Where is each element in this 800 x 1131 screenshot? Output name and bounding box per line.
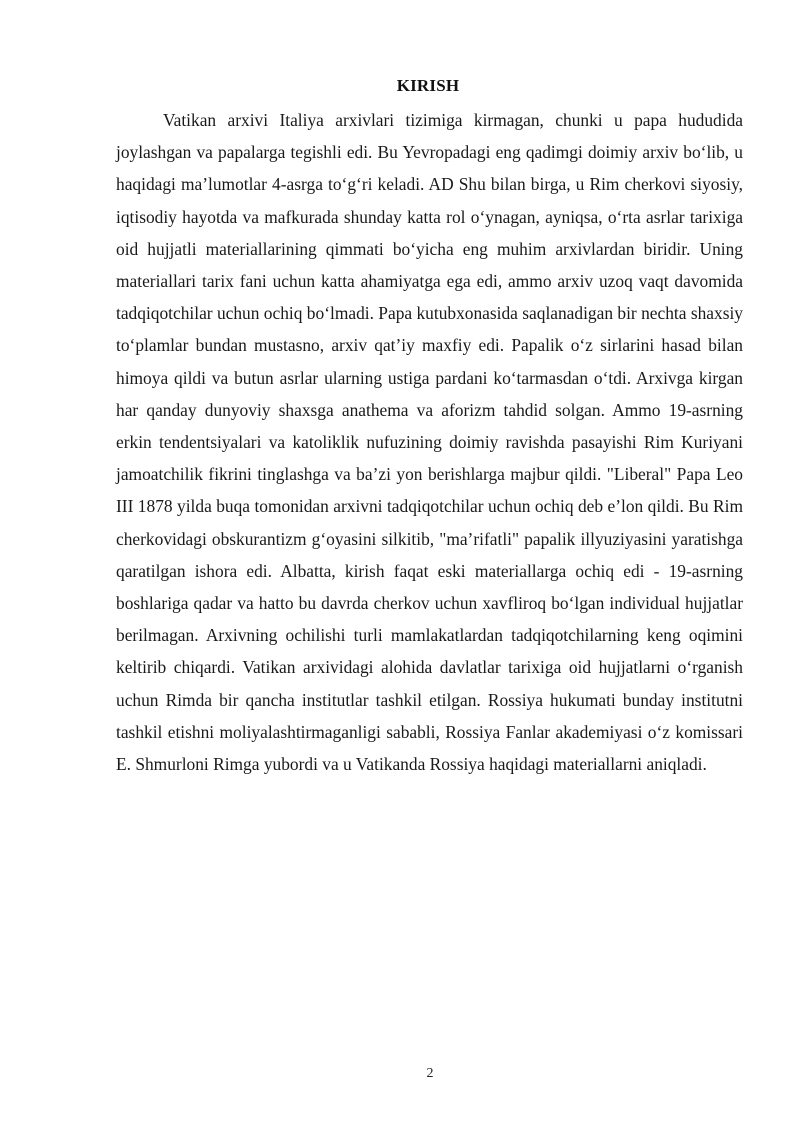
- page-number: 2: [426, 1066, 434, 1081]
- body-paragraph: Vatikan arxivi Italiya arxivlari tizimiga kirmagan, chunki u papa hududida joylashgan va papalarga tegishli edi. Bu Yevropadagi eng qadimgi doimiy arxiv bo‘lib, u haqidagi ma’lumotlar 4-asrga to‘g‘ri keladi. AD Shu bilan birga, u Rim cherkovi siyosiy, iqtisodiy hayotda va mafkurada shunday katta rol o‘ynagan, ayniqsa, o‘rta asrlar tarixiga oid hujjatli materiallarining qimmati bo‘yicha eng muhim arxivlardan biridir. Uning materiallari tarix fani uchun katta ahamiyatga ega edi, ammo arxiv uzoq vaqt davomida tadqiqotchilar uchun ochiq bo‘lmadi. Papa kutubxonasida saqlanadigan bir nechta shaxsiy to‘plamlar bundan mustasno, arxiv qat’iy maxfiy edi. Papalik o‘z sirlarini hasad bilan himoya qildi va butun asrlar ularning ustiga pardani ko‘tarmasdan o‘tdi. Arxivga kirgan har qanday dunyoviy shaxsga anathema va aforizm tahdid solgan. Ammo 19-asrning erkin tendentsiyalari va katoliklik nufuzining doimiy ravishda pasayishi Rim Kuriyani jamoatchilik fikrini tinglashga va ba’zi yon berishlarga majbur qildi. "Liberal" Papa Leo III 1878 yilda buqa tomonidan arxivni tadqiqotchilar uchun ochiq deb e’lon qildi. Bu Rim cherkovidagi obskurantizm g‘oyasini silkitib, "ma’rifatli" papalik illyuziyasini yaratishga qaratilgan ishora edi. Albatta, kirish faqat eski materiallarga ochiq edi - 19-asrning boshlariga qadar va hatto bu davrda cherkov uchun xavfliroq bo‘lgan individual hujjatlar berilmagan. Arxivning ochilishi turli mamlakatlardan tadqiqotchilarning keng oqimini keltirib chiqardi. Vatikan arxividagi alohida davlatlar tarixiga oid hujjatlarni o‘rganish uchun Rimda bir qancha institutlar tashkil etilgan. Rossiya hukumati bunday institutni tashkil etishni moliyalashtirmaganligi sababli, Rossiya Fanlar akademiyasi o‘z komissari E. Shmurloni Rimga yubordi va u Vatikanda Rossiya haqidagi materiallarni aniqladi.: [116, 110, 743, 775]
- page-title: KIRISH: [396, 76, 460, 95]
